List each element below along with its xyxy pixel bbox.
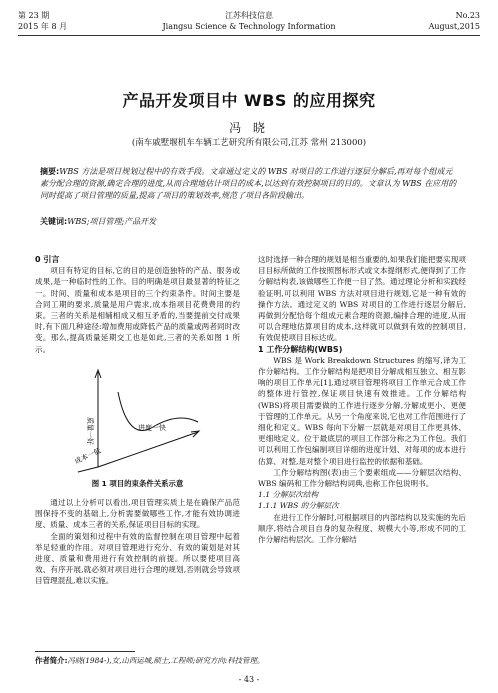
author-footnote: [35, 655, 468, 666]
paragraph: 全面的策划和过程中有效的监督控制在项目管理中起着举足轻重的作用。对项目管理进行充分、有效的策划是对其进度、质量和费用进行有效控制的前提。所以要使项目高效、有序开展,就必须对项目进行合理的规划,否则就会导致项目管理混乱,难以实施。: [35, 531, 240, 586]
section-heading-wbs: 1 工作分解结构(WBS): [258, 344, 343, 354]
issue-date-en: August,2015: [428, 22, 480, 31]
label-schedule: 进度一快: [138, 424, 166, 432]
constraint-diagram: [58, 352, 218, 474]
journal-name: 江苏科技信息: [225, 11, 273, 20]
journal-name-en: Jiangsu Science & Technology Information: [162, 22, 336, 31]
article-title: 产品开发项目中 WBS 的应用探究: [122, 91, 376, 110]
issue-date: 2015 年 8 月: [18, 22, 68, 31]
keywords: [40, 216, 458, 227]
footnote-label: 作者简介:: [35, 656, 68, 665]
figure-caption: 图 1 项目的束条件关系示意: [91, 479, 184, 488]
label-cost: 成本一低: [73, 446, 103, 466]
paragraph: 工作分解结构图(表)由三个要素组成——分解层次结构、WBS 编码和工作分解结构词典,也称工作包说明书。: [258, 467, 466, 489]
footnote-text: 冯晓(1984-),女,山西运城,硕士,工程师;研究方向:科技管理。: [67, 656, 265, 665]
author-name: 冯 晓: [229, 121, 269, 135]
subsubsection-heading: 1.1.1 WBS 的分解层次: [258, 501, 339, 511]
paragraph: WBS 是 Work Breakdown Structures 的缩写,译为工作分解结构。工作分解结构是把项目分解成相互独立、相互影响的项目工作单元[1],通过项目管理将项目工作单元合成工作的整体进行管控,保证项目快速有效推进。工作分解结构(WBS)将项目需要做的工作进行逐步分解,分解成更小、更便于管理的工作单元。从另一个角度来说,它也对工作范围进行了细化和定义。WBS 每向下分解一层就是对项目工作更具体、更细地定义。位于最底层的项目工作部分称之为工作包。我们可以利用工作包编制项目详细的进度计划、对每项的成本进行估算、对整,是对整个项目进行监控的依据和基础。: [258, 355, 466, 466]
abstract-label: 摘要:: [40, 167, 60, 176]
left-column-top: [35, 254, 240, 355]
arrow-line-schedule: [98, 432, 198, 467]
abstract-text: WBS 方法是项目规划过程中的有效手段。文章通过定义的 WBS 对项目的工作进行逐层分解后,再对每个组成元素分配合理的资源,确定合理的进度,从而合理地估计项目的成本,以达到有效控制项目的目的。文章认为 WBS 在应用的同时提高了项目管理的质量,提高了项目的策划效率,规范了项目各阶段输出。: [40, 167, 457, 200]
keywords-text: WBS;项目管理;产品开发: [67, 217, 157, 226]
abstract: [40, 166, 458, 202]
section-heading-intro: 0 引言: [35, 255, 60, 264]
page-number: - 43 -: [238, 675, 260, 684]
paragraph: 这时选择一种合理的规划是相当重要的,如果我们能把要实现项目目标所做的工作按照图标形式或文本提纲形式,便得到了工作分解结构表,该做哪些工作便一目了然。通过理论分析和实践经验证明,可以利用 WBS 方法对项目进行规划,它是一种有效的操作方法。通过定义的 WBS 对项目的工作进行逐层分解后,再做到分配恰每个组成元素合理的资源,编排合理的进度,从而可以合理地估算项目的成本,这样就可以做到有效的控制项目,有效促使项目目标达成。: [258, 255, 466, 343]
label-quality: 质量一好: [86, 417, 94, 445]
header-rule: [18, 35, 480, 36]
keywords-label: 关键词:: [40, 217, 68, 226]
footnote-rule: [35, 651, 135, 652]
paragraph: 在进行工作分解时,可根据项目的内部结构以及实施的先后顺序,将结合项目自身的复杂程度、规模大小等,形成不同的工作分解结构层次。工作分解结: [258, 512, 466, 545]
header-center: [18, 10, 480, 32]
header-right: [429, 10, 480, 32]
author-affiliation: (南车戚墅堰机车车辆工艺研究所有限公司,江苏 常州 213000): [131, 138, 367, 148]
right-column: [258, 254, 466, 545]
paragraph: 通过以上分析可以看出,项目管理实质上是在确保产品范围保持不变的基础上,分析需要做哪些工作,才能有效协调进度、质量、成本三者的关系,保证项目目标的实现。: [35, 498, 240, 530]
paragraph: 项目有特定的目标,它的目的是创造独特的产品、服务或成果,是一种临时性的工作。目的明确是项目最显著的特征之一。时间、质量和成本是项目的三个约束条件。时间主要是合同工期的要求,质量是用户需求,成本指项目花费费用的约束。三者的关系是相辅相成又相互矛盾的,当要提前交付成果时,有下面几种途径:增加费用或降低产品的质量或两者同时改变。那么,提高质量延期交工也是如此,三者的关系如图 1 所示。: [35, 266, 240, 354]
subsection-heading: 1.1 分解层次结构: [258, 490, 319, 500]
issue-number-en: No.23: [455, 11, 480, 20]
issue-number: 第 23 期: [18, 11, 50, 20]
left-column-bottom: [35, 497, 240, 587]
arrow-line-cost: [78, 467, 98, 472]
